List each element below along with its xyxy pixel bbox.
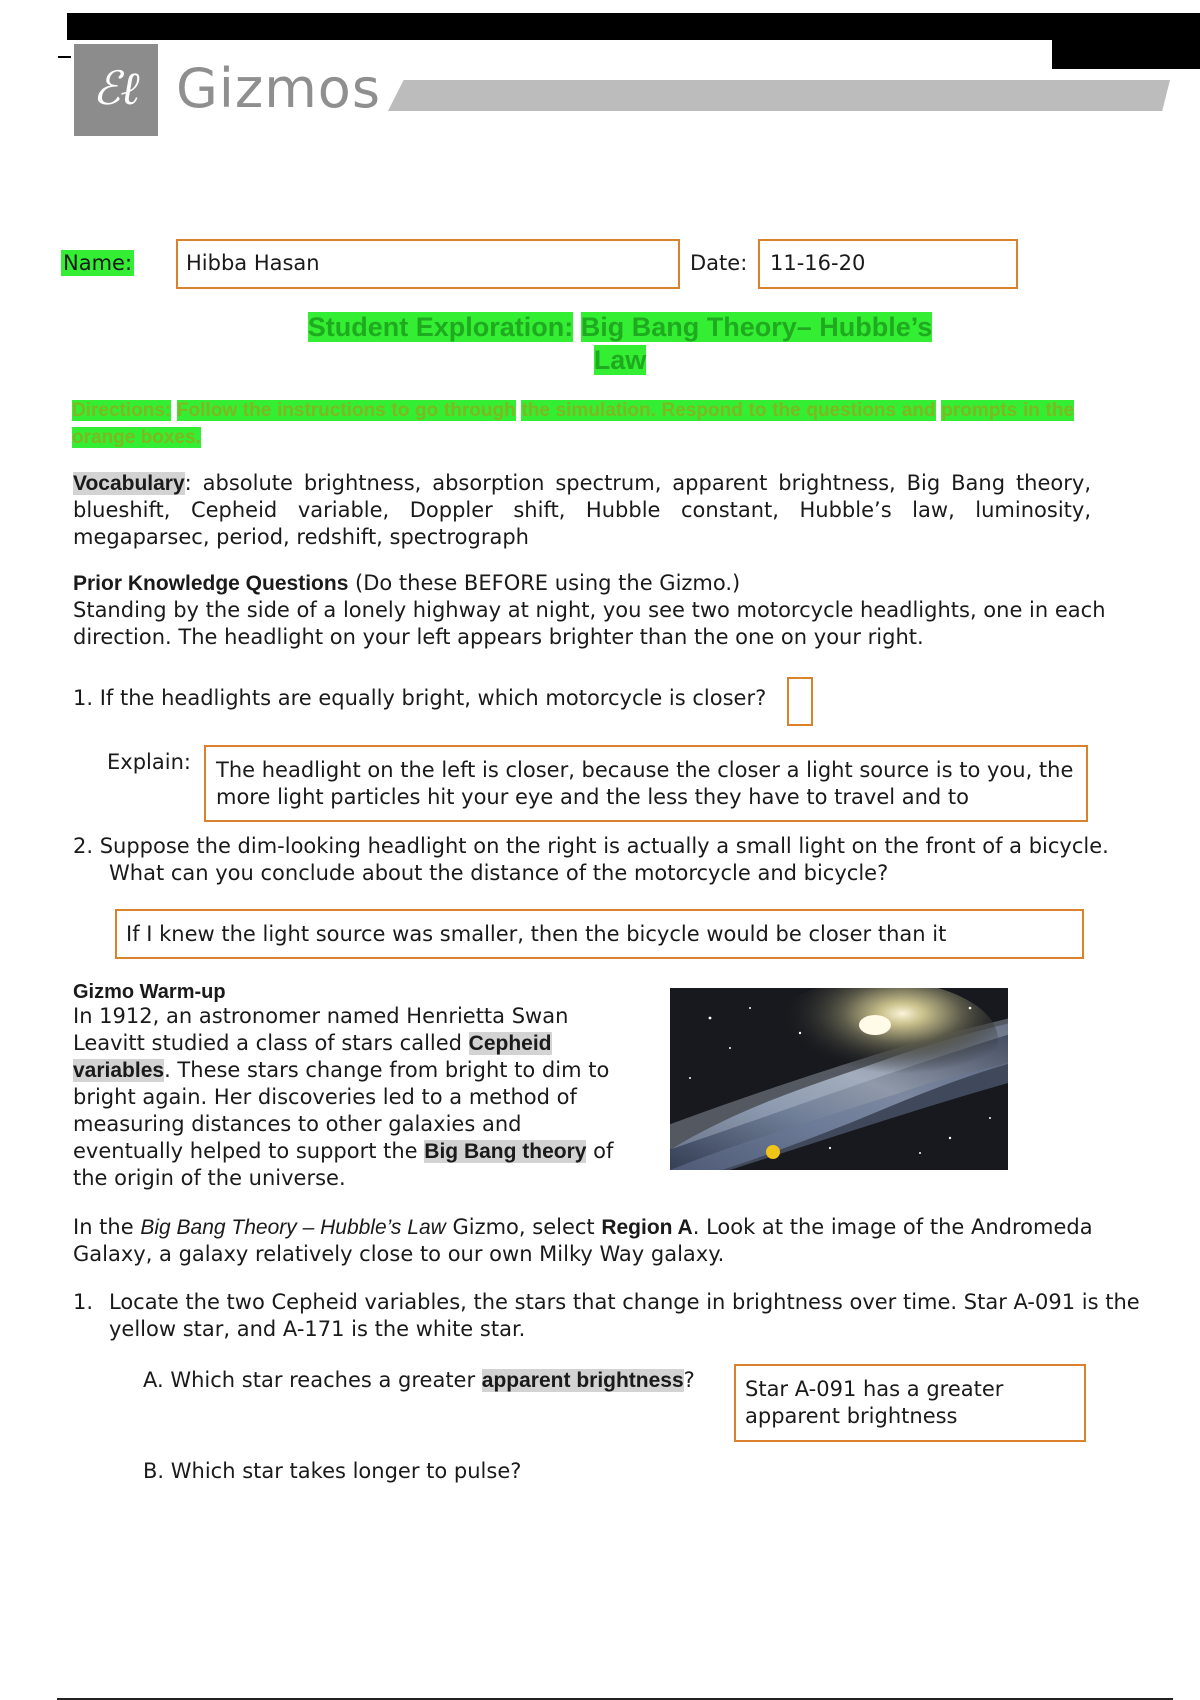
top-redaction-bar: [67, 13, 1200, 40]
directions-w1: Directions:: [72, 400, 172, 421]
title-part-1: Student Exploration:: [307, 312, 574, 342]
question-a-text: A. Which star reaches a greater: [143, 1368, 482, 1392]
question-2-text: 2. Suppose the dim-looking headlight on the right is actually a small light on the front of a bicycle. What can you conclude about the distance of the motorcycle and bicycle?: [73, 834, 1109, 885]
top-right-redaction: [1052, 13, 1200, 69]
vocabulary-label: Vocabulary: [73, 472, 185, 495]
question-a-highlight: apparent brightness: [481, 1369, 684, 1392]
vocabulary-terms: : absolute brightness, absorption spectrum, apparent brightness, Big Bang theory, blueshift, Cepheid variable, Doppler shift, Hubble constant, Hubble’s law, luminosity, megaparsec, period, redshift, spectrograph: [73, 471, 1091, 549]
region-t3: . Look at the image of the Andromeda Galaxy, a galaxy relatively close to our own Milky Way galaxy.: [73, 1215, 1093, 1266]
date-value: 11-16-20: [770, 251, 866, 275]
warmup-text: [73, 1003, 633, 1192]
title-part-3: – Hubble’s: [796, 312, 933, 342]
question-a-end: ?: [683, 1368, 695, 1392]
warmup-highlight-2: Big Bang theory: [424, 1140, 587, 1163]
page-title: [240, 311, 1000, 377]
directions-w3: the simulation. Respond to the questions and: [521, 400, 936, 421]
directions-w4: prompts in the: [941, 400, 1075, 421]
question-a-answer-text: Star A-091 has a greater apparent brightness: [745, 1377, 1004, 1428]
locate-question: [73, 1289, 1153, 1343]
question-a: [143, 1367, 695, 1394]
region-a: Region A: [601, 1216, 693, 1239]
question-2: [73, 833, 1113, 887]
andromeda-galaxy-image: [670, 988, 1008, 1170]
explain-label: Explain:: [107, 750, 191, 774]
vocabulary: [73, 470, 1091, 551]
question-1-answer-marker[interactable]: [787, 677, 813, 726]
warmup-t2: . These stars change from bright to dim to bright again. Her discoveries led to a method of measuring distances to other galaxies and eventually helped to support the: [73, 1058, 610, 1163]
title-part-2: Big Bang Theory: [580, 312, 797, 342]
pk-note: (Do these BEFORE using the Gizmo.): [348, 571, 741, 595]
locate-text: Locate the two Cepheid variables, the stars that change in brightness over time. Star A-091 is the yellow star, and A-171 is the white star.: [109, 1290, 1140, 1341]
region-t2: Gizmo, select: [445, 1215, 602, 1239]
name-value: Hibba Hasan: [186, 251, 320, 275]
logo-glyph: ℰℓ: [92, 61, 140, 115]
directions-w5: orange boxes.: [72, 427, 201, 448]
warmup-highlight-1: Cepheid variables: [73, 1032, 552, 1082]
question-b: B. Which star takes longer to pulse?: [143, 1459, 522, 1483]
region-t1: In the: [73, 1215, 141, 1239]
explain-answer-box[interactable]: [204, 745, 1088, 822]
region-instructions: [73, 1214, 1163, 1268]
directions-w2: Follow the instructions to go through: [176, 400, 516, 421]
name-label: Name:: [63, 251, 133, 275]
brand-name: Gizmos: [176, 57, 381, 120]
pk-heading: Prior Knowledge Questions: [73, 572, 349, 595]
prior-knowledge-heading: [73, 570, 1113, 597]
question-2-answer-text: If I knew the light source was smaller, then the bicycle would be closer than it: [126, 922, 947, 946]
warmup-heading: Gizmo Warm-up: [73, 981, 226, 1003]
title-part-4: Law: [593, 345, 647, 375]
explain-answer-text: The headlight on the left is closer, because the closer a light source is to you, the more light particles hit your eye and the less they have to travel and to: [216, 758, 1074, 809]
locate-number: 1.: [73, 1290, 94, 1314]
top-dash: [58, 56, 71, 58]
date-label: Date:: [690, 251, 748, 275]
question-2-answer-box[interactable]: [115, 909, 1084, 959]
header-gray-band: [388, 80, 1170, 111]
question-1: 1. If the headlights are equally bright, which motorcycle is closer?: [73, 686, 767, 710]
region-gizmo-name: Big Bang Theory – Hubble’s Law: [140, 1216, 446, 1239]
question-a-answer-box[interactable]: [734, 1364, 1086, 1442]
warmup-t3: of the origin of the universe.: [73, 1139, 614, 1190]
prior-knowledge-scenario: Standing by the side of a lonely highway at night, you see two motorcycle headlights, one in each direction. The headlight on your left appears brighter than the one on your right.: [73, 598, 1106, 649]
directions: [72, 397, 1074, 451]
warmup-t1: In 1912, an astronomer named Henrietta Swan Leavitt studied a class of stars called: [73, 1004, 569, 1055]
